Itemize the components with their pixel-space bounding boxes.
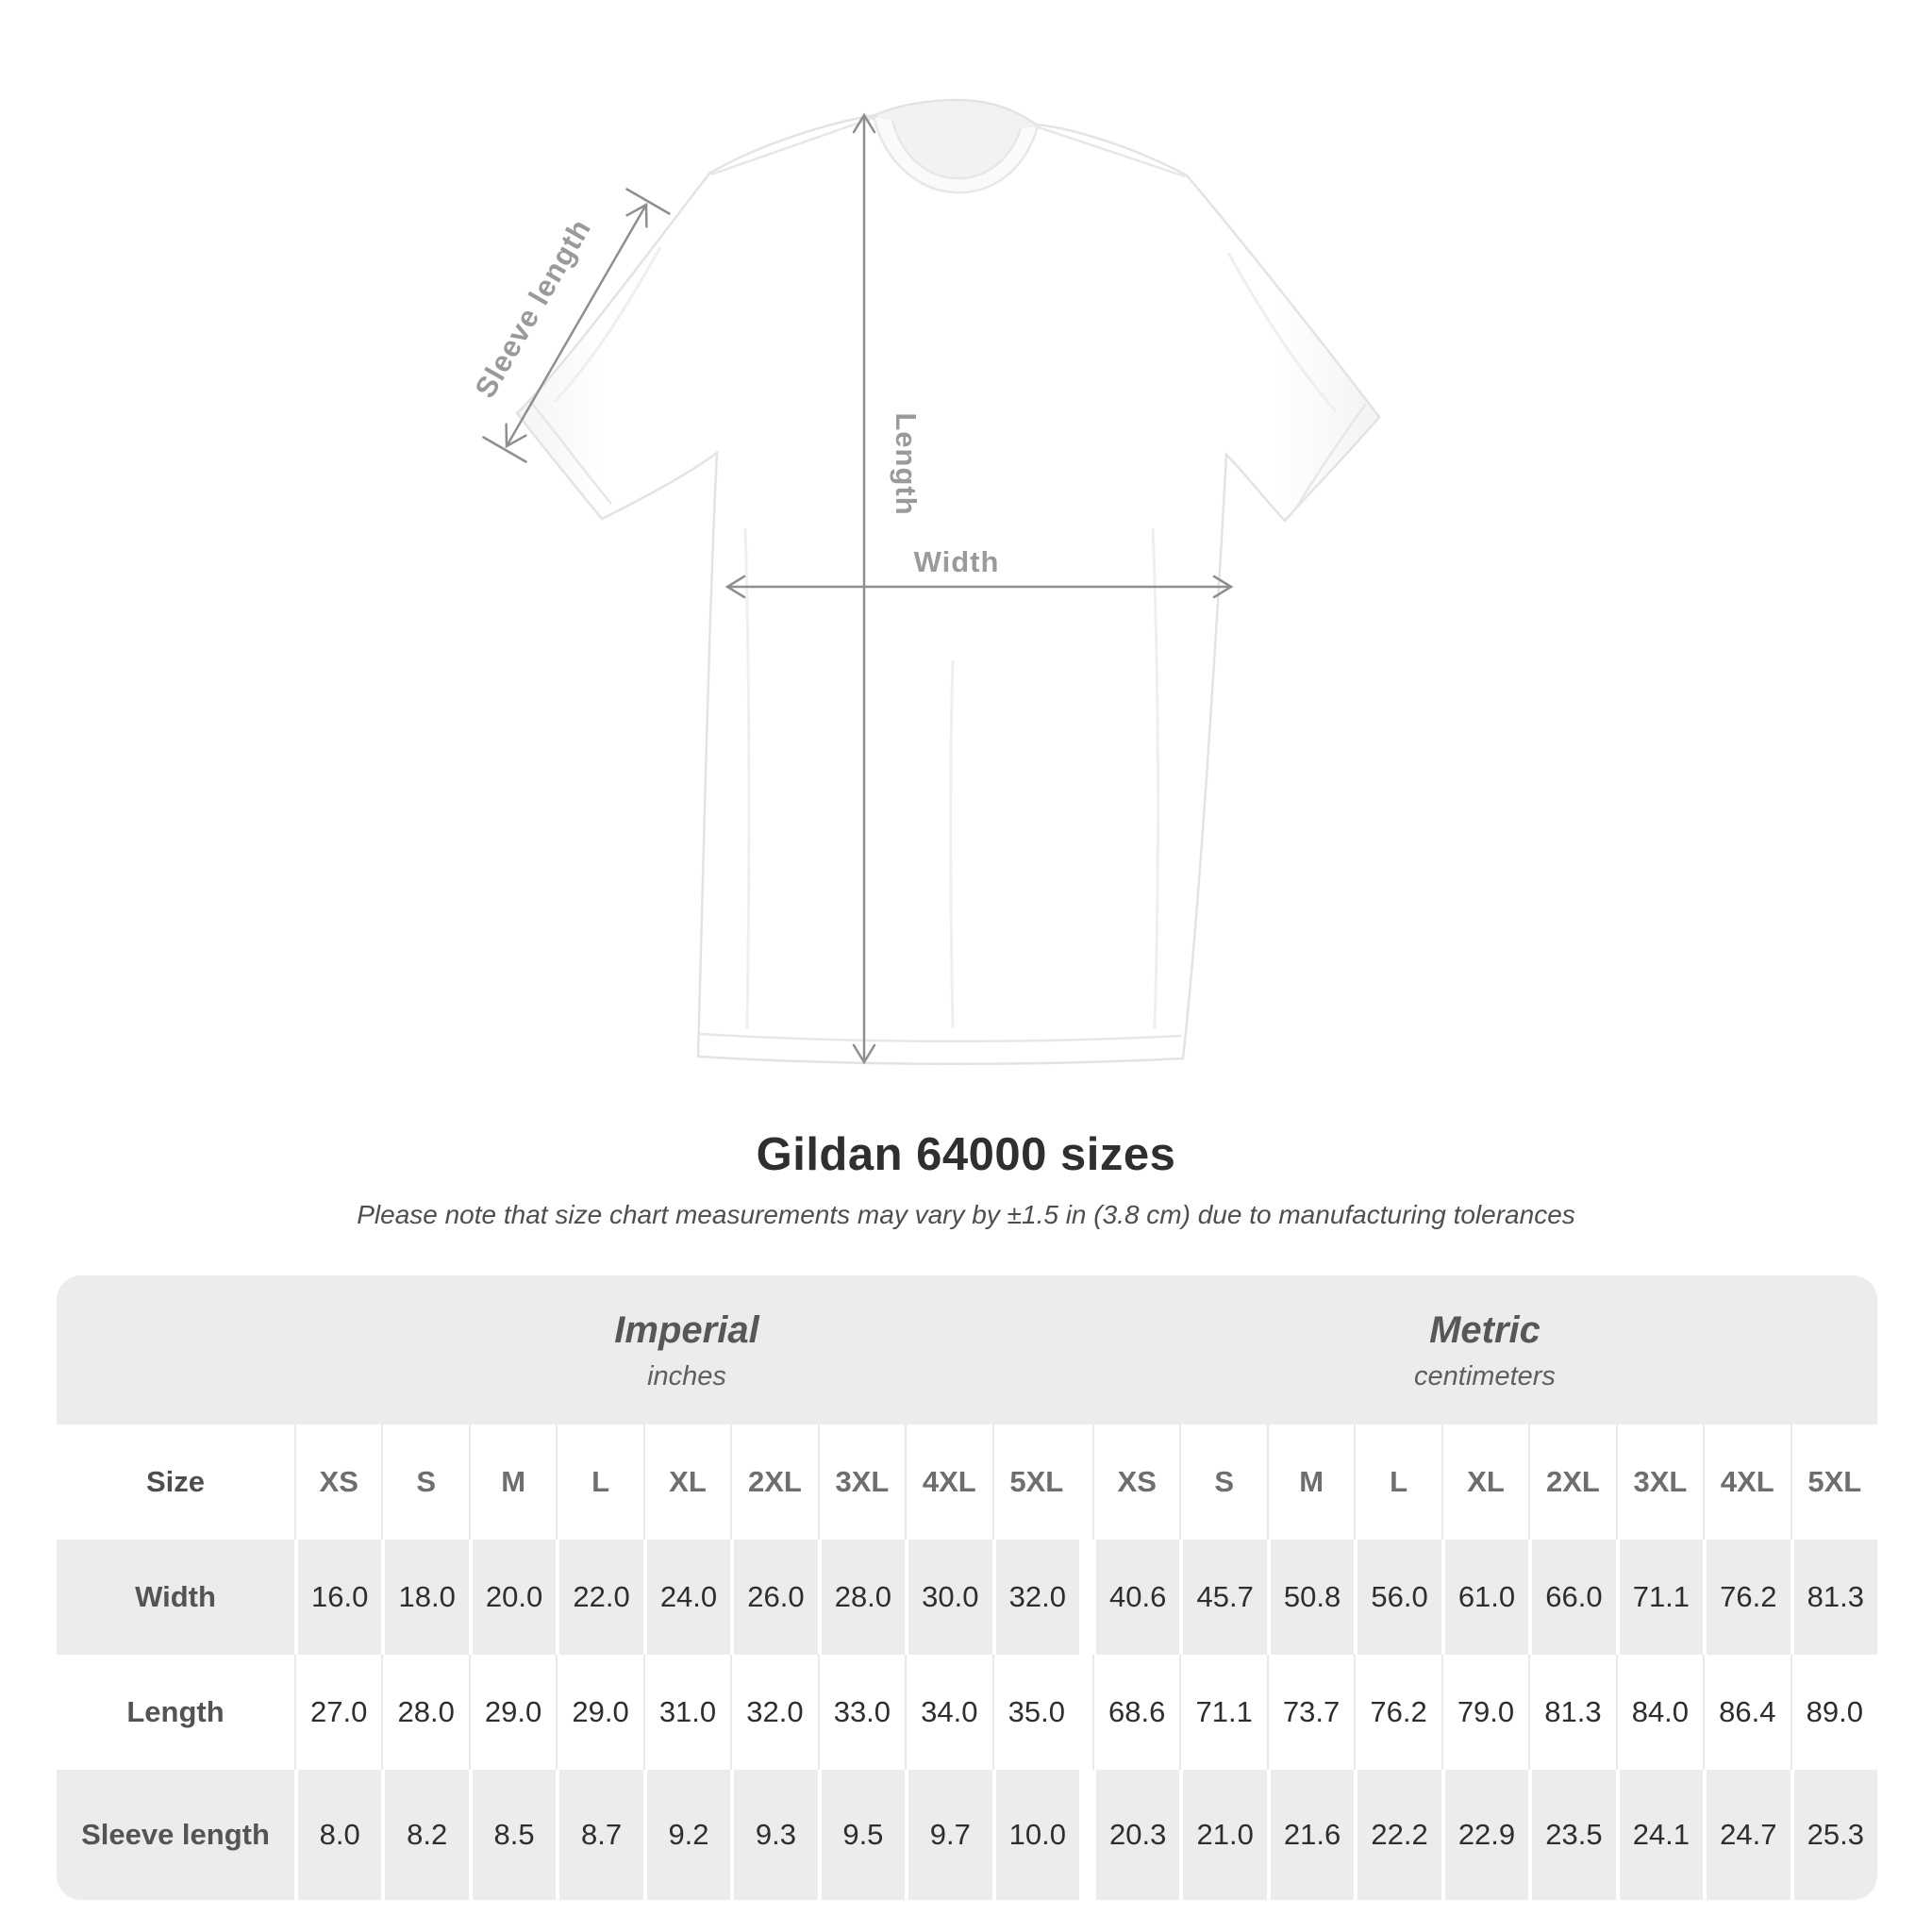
header-spacer [57, 1275, 294, 1424]
length-label: Length [890, 412, 923, 516]
size-col-header: 3XL [818, 1424, 905, 1540]
value-cell: 8.0 [294, 1770, 381, 1900]
imperial-unit: inches [647, 1360, 726, 1391]
size-col-header: XS [1092, 1424, 1179, 1540]
tolerance-note: Please note that size chart measurements may vary by ±1.5 in (3.8 cm) due to manufacturing tolerances [357, 1200, 1575, 1229]
value-cell: 29.0 [469, 1655, 556, 1770]
size-col-header: XL [1441, 1424, 1528, 1540]
value-cell: 9.7 [905, 1770, 991, 1900]
value-cell: 8.7 [556, 1770, 642, 1900]
value-cell: 20.0 [469, 1540, 556, 1655]
value-cell: 20.3 [1092, 1770, 1179, 1900]
row-label: Width [57, 1540, 294, 1655]
value-cell: 16.0 [294, 1540, 381, 1655]
imperial-title: Imperial [614, 1308, 759, 1351]
size-col-header: 2XL [730, 1424, 817, 1540]
value-cell: 50.8 [1267, 1540, 1354, 1655]
sleeve-length-label: Sleeve length [468, 212, 598, 404]
table-row-sleeve-length [57, 1770, 1877, 1900]
section-divider [1079, 1655, 1092, 1770]
size-col-header: L [556, 1424, 642, 1540]
value-cell: 68.6 [1092, 1655, 1179, 1770]
value-cell: 73.7 [1267, 1655, 1354, 1770]
value-cell: 32.0 [730, 1655, 817, 1770]
value-cell: 71.1 [1179, 1655, 1266, 1770]
value-cell: 21.6 [1267, 1770, 1354, 1900]
size-col-header: 5XL [992, 1424, 1079, 1540]
value-cell: 24.0 [643, 1540, 730, 1655]
value-cell: 22.9 [1441, 1770, 1528, 1900]
value-cell: 26.0 [730, 1540, 817, 1655]
value-cell: 56.0 [1354, 1540, 1441, 1655]
section-divider [1079, 1540, 1092, 1655]
value-cell: 30.0 [905, 1540, 991, 1655]
size-table [57, 1275, 1877, 1900]
page-title: Gildan 64000 sizes [756, 1129, 1176, 1180]
value-cell: 21.0 [1179, 1770, 1266, 1900]
value-cell: 24.7 [1703, 1770, 1790, 1900]
value-cell: 9.2 [643, 1770, 730, 1900]
value-cell: 61.0 [1441, 1540, 1528, 1655]
value-cell: 28.0 [381, 1655, 468, 1770]
value-cell: 76.2 [1354, 1655, 1441, 1770]
size-header: Size [57, 1424, 294, 1540]
size-col-header: 3XL [1616, 1424, 1703, 1540]
value-cell: 10.0 [992, 1770, 1079, 1900]
value-cell: 33.0 [818, 1655, 905, 1770]
value-cell: 22.0 [556, 1540, 642, 1655]
size-col-header: 4XL [905, 1424, 991, 1540]
value-cell: 71.1 [1616, 1540, 1703, 1655]
unit-header-row [57, 1275, 1877, 1424]
value-cell: 23.5 [1528, 1770, 1615, 1900]
value-cell: 8.5 [469, 1770, 556, 1900]
value-cell: 81.3 [1790, 1540, 1877, 1655]
metric-title: Metric [1429, 1308, 1541, 1351]
value-cell: 81.3 [1528, 1655, 1615, 1770]
value-cell: 25.3 [1790, 1770, 1877, 1900]
value-cell: 18.0 [381, 1540, 468, 1655]
size-col-header: L [1354, 1424, 1441, 1540]
value-cell: 22.2 [1354, 1770, 1441, 1900]
value-cell: 31.0 [643, 1655, 730, 1770]
section-divider [1079, 1275, 1092, 1424]
value-cell: 34.0 [905, 1655, 991, 1770]
metric-header [1092, 1275, 1877, 1424]
value-cell: 79.0 [1441, 1655, 1528, 1770]
value-cell: 66.0 [1528, 1540, 1615, 1655]
value-cell: 28.0 [818, 1540, 905, 1655]
value-cell: 32.0 [992, 1540, 1079, 1655]
metric-unit: centimeters [1414, 1360, 1556, 1391]
value-cell: 86.4 [1703, 1655, 1790, 1770]
size-col-header: S [381, 1424, 468, 1540]
value-cell: 24.1 [1616, 1770, 1703, 1900]
value-cell: 35.0 [992, 1655, 1079, 1770]
value-cell: 9.5 [818, 1770, 905, 1900]
value-cell: 45.7 [1179, 1540, 1266, 1655]
row-label: Length [57, 1655, 294, 1770]
size-col-header: M [1267, 1424, 1354, 1540]
size-col-header: 4XL [1703, 1424, 1790, 1540]
size-col-header: XS [294, 1424, 381, 1540]
section-divider [1079, 1424, 1092, 1540]
table-row-width [57, 1540, 1877, 1655]
value-cell: 76.2 [1703, 1540, 1790, 1655]
value-cell: 84.0 [1616, 1655, 1703, 1770]
value-cell: 9.3 [730, 1770, 817, 1900]
tshirt-graphic [517, 100, 1379, 1064]
value-cell: 89.0 [1790, 1655, 1877, 1770]
value-cell: 8.2 [381, 1770, 468, 1900]
value-cell: 29.0 [556, 1655, 642, 1770]
size-col-header: S [1179, 1424, 1266, 1540]
value-cell: 27.0 [294, 1655, 381, 1770]
size-header-row [57, 1424, 1877, 1540]
value-cell: 40.6 [1092, 1540, 1179, 1655]
size-col-header: 2XL [1528, 1424, 1615, 1540]
size-col-header: M [469, 1424, 556, 1540]
size-col-header: XL [643, 1424, 730, 1540]
size-col-header: 5XL [1790, 1424, 1877, 1540]
imperial-header [294, 1275, 1079, 1424]
table-row-length [57, 1655, 1877, 1770]
width-label: Width [913, 545, 1000, 578]
row-label: Sleeve length [57, 1770, 294, 1900]
section-divider [1079, 1770, 1092, 1900]
